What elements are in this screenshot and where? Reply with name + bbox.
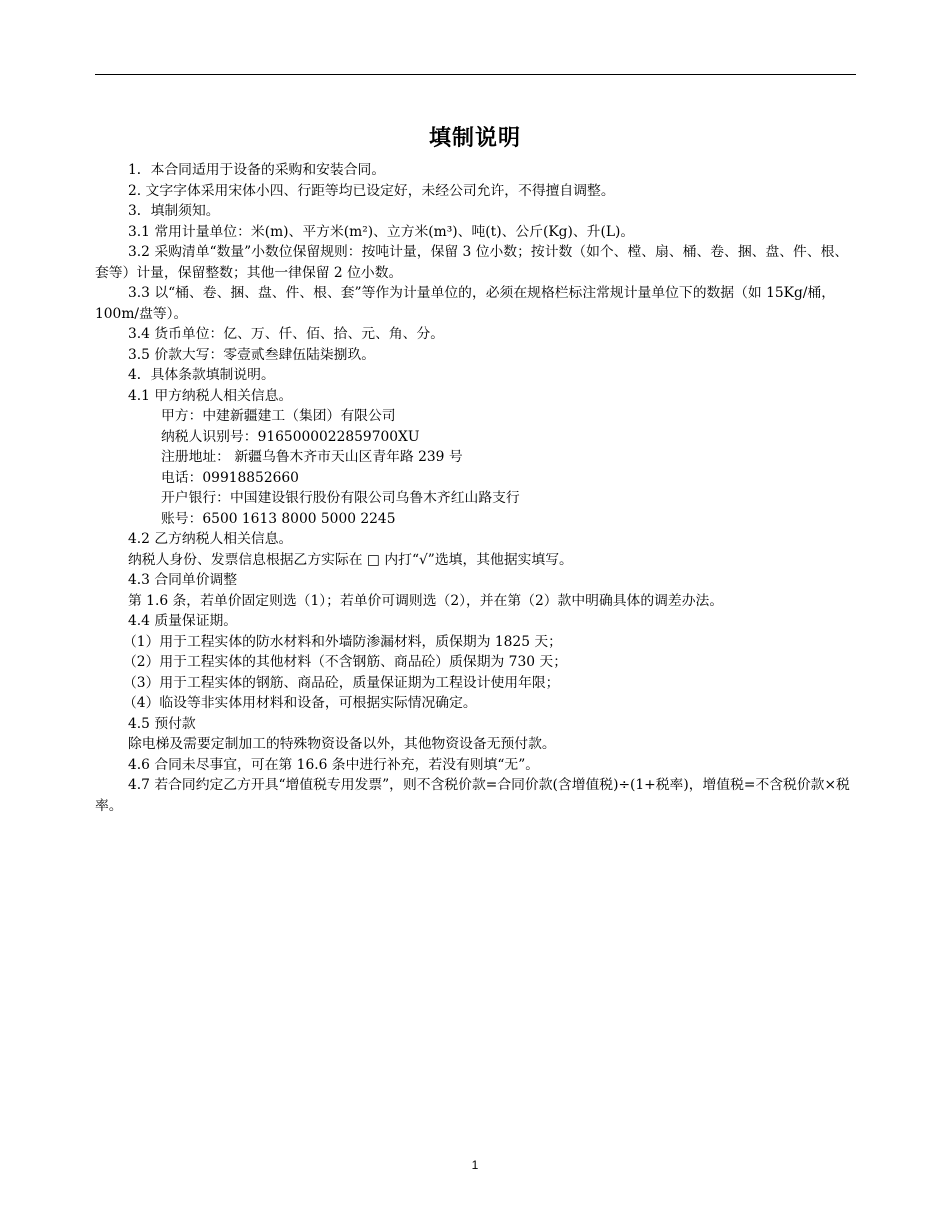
item-3-3: 3.3 以“桶、卷、捆、盘、件、根、套”等作为计量单位的，必须在规格栏标注常规计量单位下的数据（如 15Kg/桶，100m/盘等）。	[95, 285, 836, 322]
item-4-6: 4.6 合同未尽事宜，可在第 16.6 条中进行补充，若没有则填“无”。	[128, 756, 540, 773]
item-3-5: 3.5 价款大写：零壹贰叁肆伍陆柒捌玖。	[128, 346, 376, 363]
item-4-4: 4.4 质量保证期。	[128, 613, 238, 629]
warranty-4: （4）临设等非实体用材料和设备，可根据实际情况确定。	[123, 695, 477, 711]
header-rule	[95, 74, 856, 75]
warranty-2: （2）用于工程实体的其他材料（不含钢筋、商品砼）质保期为 730 天；	[123, 654, 567, 670]
item-1: 1．本合同适用于设备的采购和安装合同。	[128, 162, 386, 178]
item-3: 3．填制须知。	[128, 203, 220, 219]
item-4-5: 4.5 预付款	[128, 715, 196, 732]
party-a-address: 注册地址： 新疆乌鲁木齐市天山区青年路 239 号	[161, 449, 463, 465]
item-4-2-body: 纳税人身份、发票信息根据乙方实际在 □ 内打“√”选填，其他据实填写。	[128, 551, 573, 568]
item-4-2: 4.2 乙方纳税人相关信息。	[128, 531, 293, 547]
item-4-3: 4.3 合同单价调整	[128, 572, 238, 588]
document-body	[95, 160, 856, 816]
item-4-3-body: 第 1.6 条，若单价固定则选（1）；若单价可调则选（2），并在第（2）款中明确具体的调差办法。	[128, 592, 724, 609]
warranty-1: （1）用于工程实体的防水材料和外墙防渗漏材料，质保期为 1825 天；	[123, 633, 562, 650]
party-a-phone: 电话：09918852660	[161, 469, 299, 486]
page-title: 填制说明	[428, 126, 521, 151]
item-3-4: 3.4 货币单位：亿、万、仟、佰、拾、元、角、分。	[128, 326, 445, 342]
party-a-tax-id: 纳税人识别号：9165000022859700XU	[161, 428, 420, 445]
item-4: 4．具体条款填制说明。	[128, 367, 275, 383]
warranty-3: （3）用于工程实体的钢筋、商品砼，质量保证期为工程设计使用年限；	[123, 674, 560, 691]
item-4-7: 4.7 若合同约定乙方开具“增值税专用发票”，则不含税价款=合同价款(含增值税)÷(1+税率)，增值税=不含税价款×税率。	[95, 777, 850, 814]
party-a-bank: 开户银行：中国建设银行股份有限公司乌鲁木齐红山路支行	[161, 490, 520, 506]
item-4-1: 4.1 甲方纳税人相关信息。	[128, 387, 293, 404]
page-number: 1	[471, 1158, 479, 1172]
item-4-5-body: 除电梯及需要定制加工的特殊物资设备以外，其他物资设备无预付款。	[128, 736, 556, 752]
party-a-account: 账号：6500 1613 8000 5000 2245	[161, 510, 396, 527]
party-a-name: 甲方：中建新疆建工（集团）有限公司	[161, 408, 396, 424]
item-3-2: 3.2 采购清单“数量”小数位保留规则：按吨计量，保留 3 位小数；按计数（如个、樘、扇、桶、卷、捆、盘、件、根、套等）计量，保留整数；其他一律保留 2 位小数。	[95, 244, 849, 281]
item-3-1: 3.1 常用计量单位：米(m)、平方米(m²)、立方米(m³)、吨(t)、公斤(Kg)、升(L)。	[128, 223, 635, 240]
item-2: 2. 文字字体采用宋体小四、行距等均已设定好，未经公司允许，不得擅自调整。	[128, 182, 615, 199]
